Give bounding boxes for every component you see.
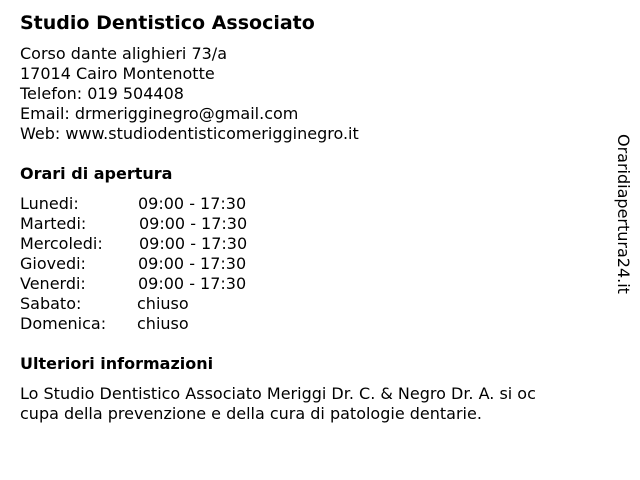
- hours-row-tuesday: [20, 214, 420, 234]
- address-line-2: 17014 Cairo Montenotte: [20, 64, 215, 83]
- hours-day-label: Lunedi:: [20, 194, 79, 213]
- hours-day-label: Venerdi:: [20, 274, 86, 293]
- hours-row-wednesday: [20, 234, 420, 254]
- hours-time-value: 09:00 - 17:30: [138, 194, 247, 213]
- hours-time-value: 09:00 - 17:30: [139, 234, 248, 253]
- hours-day-label: Mercoledi:: [20, 234, 103, 253]
- additional-info-text-line-2: cupa della prevenzione e della cura di patologie dentarie.: [20, 404, 482, 423]
- address-line-1: Corso dante alighieri 73/a: [20, 44, 227, 63]
- website-line: Web: www.studiodentisticomerigginegro.it: [20, 124, 359, 143]
- additional-info-text-line-1: Lo Studio Dentistico Associato Meriggi Dr. C. & Negro Dr. A. si oc: [20, 384, 536, 403]
- hours-day-label: Domenica:: [20, 314, 107, 333]
- opening-hours-heading: Orari di apertura: [20, 164, 173, 183]
- hours-day-label: Giovedi:: [20, 254, 86, 273]
- hours-time-value: chiuso: [137, 314, 189, 333]
- phone-line: Telefon: 019 504408: [20, 84, 184, 103]
- hours-row-monday: [20, 194, 420, 214]
- hours-time-value: 09:00 - 17:30: [138, 254, 247, 273]
- business-name: Studio Dentistico Associato: [20, 12, 315, 34]
- email-line: Email: drmerigginegro@gmail.com: [20, 104, 299, 123]
- hours-day-label: Martedi:: [20, 214, 87, 233]
- hours-time-value: 09:00 - 17:30: [139, 214, 248, 233]
- hours-time-value: chiuso: [137, 294, 189, 313]
- hours-time-value: 09:00 - 17:30: [138, 274, 247, 293]
- hours-row-sunday: [20, 314, 420, 334]
- hours-day-label: Sabato:: [20, 294, 82, 313]
- hours-row-saturday: [20, 294, 420, 314]
- site-watermark: Oraridiapertura24.it: [614, 134, 633, 294]
- hours-row-friday: [20, 274, 420, 294]
- hours-row-thursday: [20, 254, 420, 274]
- additional-info-heading: Ulteriori informazioni: [20, 354, 214, 373]
